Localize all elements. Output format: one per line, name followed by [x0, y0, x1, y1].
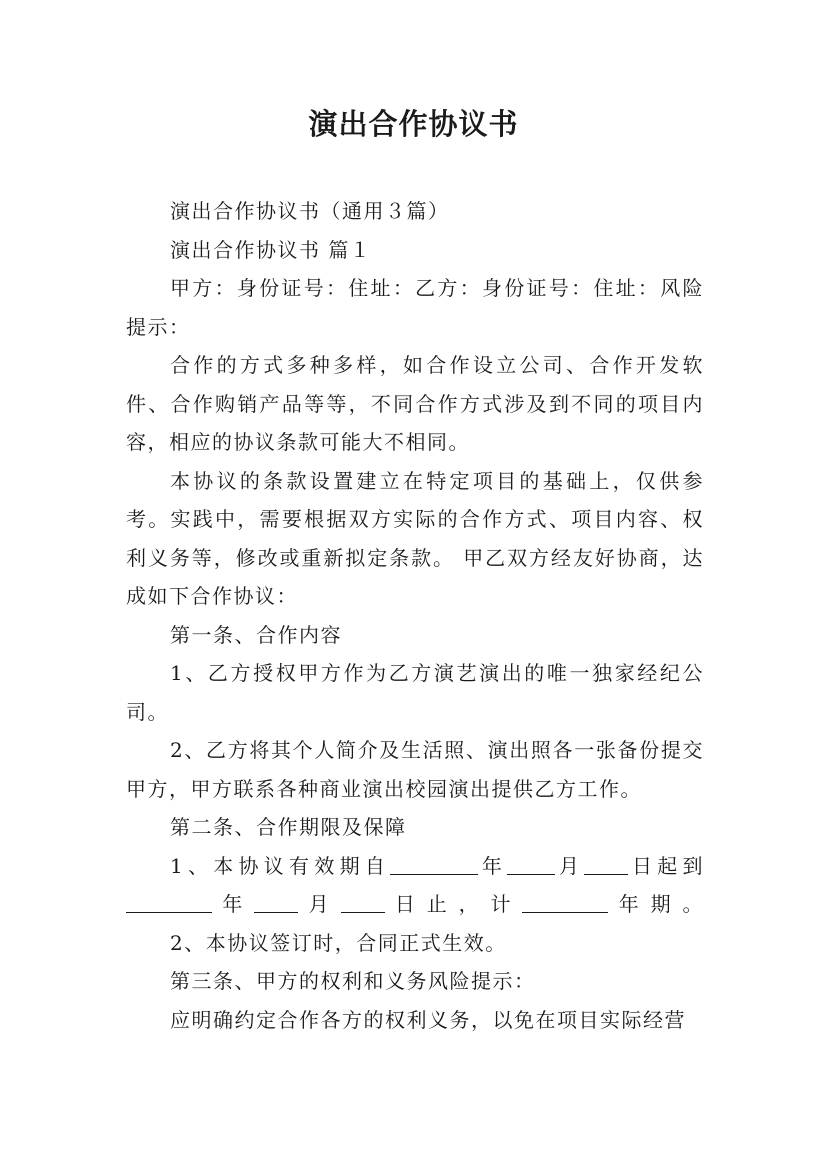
paragraph-rights-obligations: 应明确约定合作各方的权利义务，以免在项目实际经营: [170, 1007, 686, 1032]
term-lead-text: 1、本协议有效期自: [170, 853, 391, 878]
term-years-label: 年期。: [608, 892, 704, 916]
blank-start-month[interactable]: [507, 850, 555, 875]
blank-end-month[interactable]: [254, 888, 298, 913]
term-month2-label: 月: [298, 892, 341, 916]
paragraph-section-heading: 演出合作协议书 篇１: [170, 237, 372, 262]
blank-end-year[interactable]: [126, 888, 212, 913]
paragraph-parties: 甲方：身份证号：住址：乙方：身份证号：住址：风险提示：: [126, 276, 704, 339]
blank-end-day[interactable]: [341, 888, 385, 913]
paragraph-article-3: 第三条、甲方的权利和义务风险提示：: [170, 969, 536, 993]
term-year2-label: 年: [212, 892, 255, 916]
paragraph-subtitle: 演出合作协议书（通用３篇）: [170, 199, 450, 223]
paragraph-cooperation-methods: 合作的方式多种多样，如合作设立公司、合作开发软件、合作购销产品等等，不同合作方式涉及到不同的项目内容，相应的协议条款可能大不相同。: [126, 353, 704, 454]
term-year-label: 年: [478, 853, 508, 878]
term-month-label: 月: [555, 853, 585, 878]
paragraph-article-1: 第一条、合作内容: [170, 622, 342, 647]
blank-start-day[interactable]: [584, 850, 628, 875]
paragraph-article-2: 第二条、合作期限及保障: [170, 815, 407, 839]
paragraph-article-1-item-2: 2、乙方将其个人简介及生活照、演出照各一张备份提交甲方，甲方联系各种商业演出校园演出提供乙方工作。: [126, 738, 704, 801]
paragraph-term-period: [126, 847, 704, 924]
document-title: 演出合作协议书: [308, 107, 519, 141]
blank-start-year[interactable]: [390, 850, 478, 875]
paragraph-terms-note: 本协议的条款设置建立在特定项目的基础上，仅供参考。实践中，需要根据双方实际的合作方式、项目内容、权利义务等，修改或重新拟定条款。 甲乙双方经友好协商，达成如下合作协议：: [126, 468, 704, 608]
paragraph-effective: 2、本协议签订时，合同正式生效。: [170, 930, 507, 955]
blank-term-years[interactable]: [522, 888, 608, 913]
document-body: [126, 192, 704, 1039]
term-day-start-label: 日起到: [628, 853, 705, 878]
paragraph-article-1-item-1: 1、乙方授权甲方作为乙方演艺演出的唯一独家经纪公司。: [126, 661, 704, 724]
term-day-end-label: 日止，计: [384, 892, 523, 916]
